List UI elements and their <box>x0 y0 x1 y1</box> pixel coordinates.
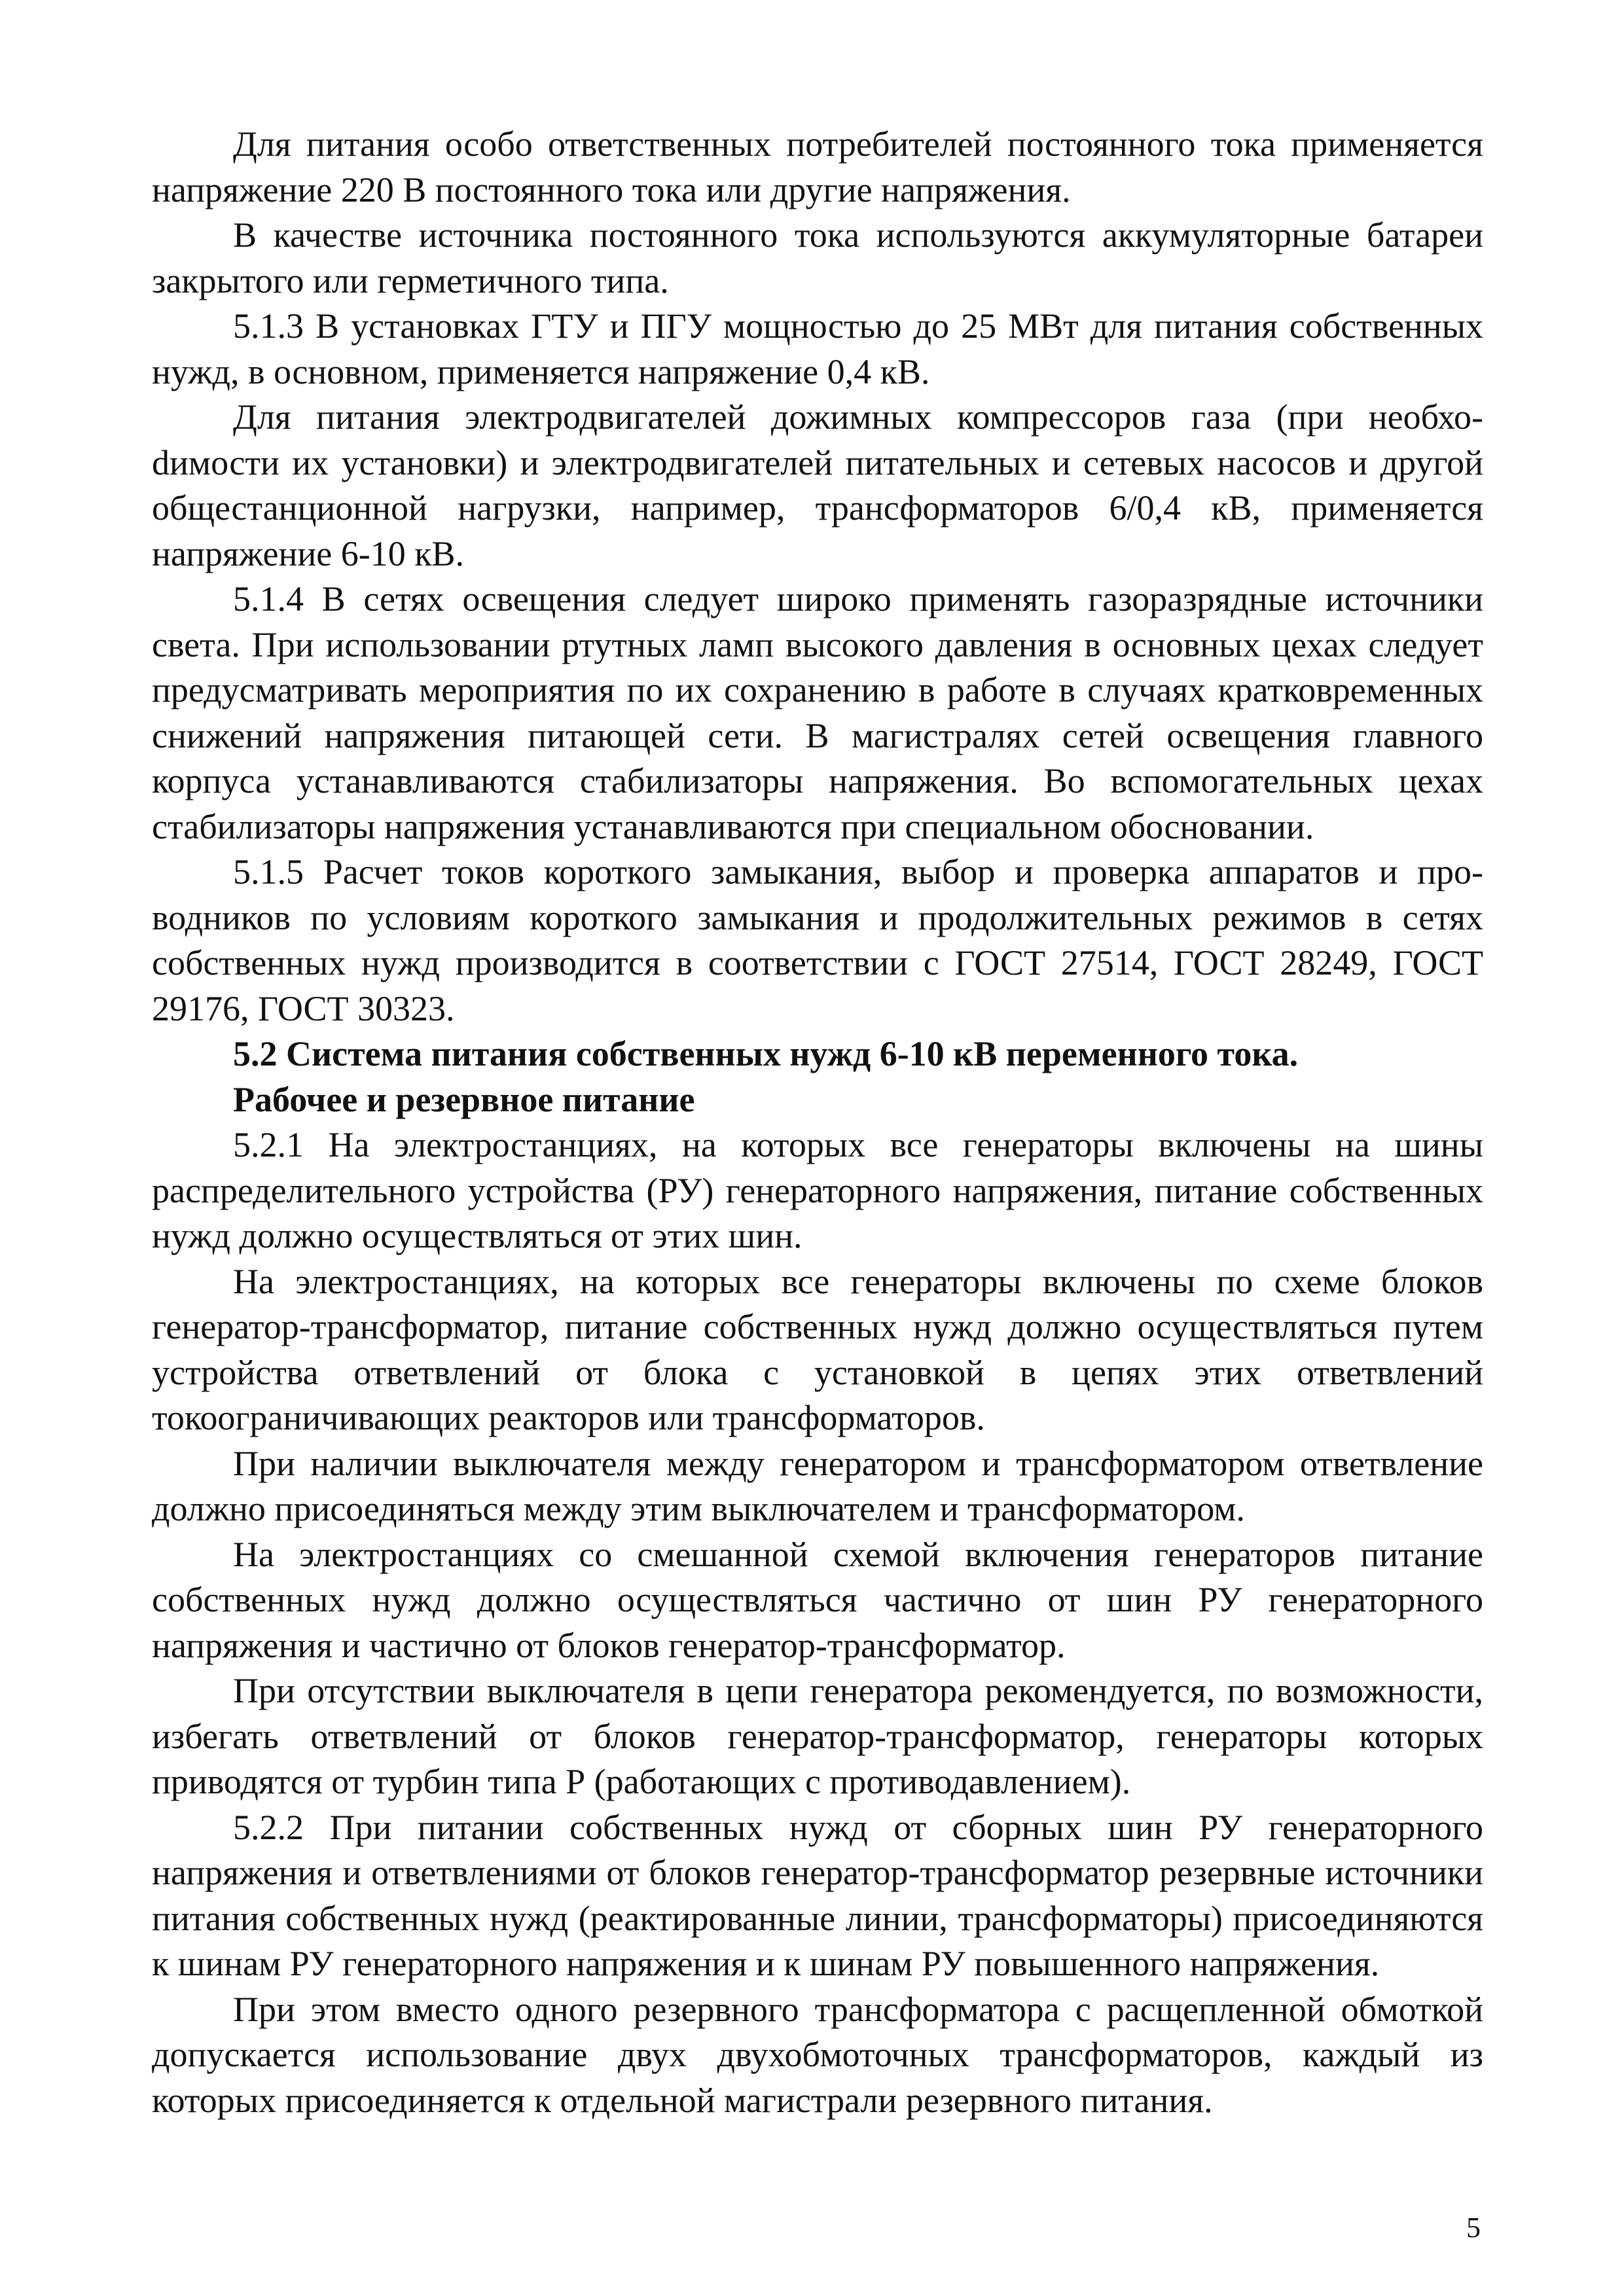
paragraph-split-winding: При этом вместо одного резервного трансформатора с расщепленной обмоткой допускается использование двух двухобмоточных трансформаторов, каждый из которых присоединяется к отдельной магистрали резервного питания. <box>152 1989 1483 2120</box>
paragraph-block-scheme: На электростанциях, на которых все генераторы включены по схеме блоков генератор-трансформатор, питание собственных нужд должно осуществляться путем устройства ответвлений от блока с установкой в цепях этих ответвлений токоограничивающих реакторов или трансформаторов. <box>152 1261 1483 1437</box>
paragraph-5-1-4: 5.1.4 В сетях освещения следует широко применять газоразрядные источники света. При использовании ртутных ламп высокого давления в основных цехах следует предусматривать мероприятия по их сохранению в работе в случаях кратковременных снижений напряжения питающей сети. В магистралях сетей освещения главного корпуса устанавливаются стабилизаторы напряжения. Во вспомогательных цехах стабилизаторы напряжения устанавливаются при специальном обосновании. <box>152 579 1483 846</box>
page-number: 5 <box>1466 2212 1481 2244</box>
paragraph-dc-consumers: Для питания особо ответственных потребителей постоянного тока применяется напряжение 220 В постоянного тока или другие напряжения. <box>152 124 1483 209</box>
paragraph-breaker-branch: При наличии выключателя между генератором и трансформатором ответвление должно присоединяться между этим выключателем и трансформатором. <box>152 1443 1483 1528</box>
paragraph-5-2-1: 5.2.1 На электростанциях, на которых все генераторы включены на шины распределительного устройства (РУ) генераторного напряжения, питание собственных нужд должно осуществляться от этих шин. <box>152 1125 1483 1255</box>
paragraph-dc-source: В качестве источника постоянного тока используются аккумуляторные батареи закрытого или герметичного типа. <box>152 215 1483 300</box>
paragraph-no-breaker: При отсутствии выключателя в цепи генератора рекомендуется, по возможности, избегать ответвлений от блоков генератор-трансформатор, генераторы которых приводятся от турбин типа Р (работающих с противодавлением). <box>152 1671 1483 1801</box>
paragraph-5-1-3: 5.1.3 В установках ГТУ и ПГУ мощностью до 25 МВт для питания собственных нужд, в основном, применяется напряжение 0,4 кВ. <box>152 306 1483 391</box>
section-heading-line-2: Рабочее и резервное питание <box>233 1079 695 1119</box>
paragraph-mixed-scheme: На электростанциях со смешанной схемой включения генераторов питание собственных нужд должно осуществляться частично от шин РУ генераторного напряжения и частично от блоков генератор-трансформатор. <box>152 1534 1483 1665</box>
paragraph-5-1-5: 5.1.5 Расчет токов короткого замыкания, выбор и проверка аппаратов и проводников по условиям короткого замыкания и продолжительных режимов в сетях собственных нужд производится в соответствии с ГОСТ 27514, ГОСТ 28249, ГОСТ 29176, ГОСТ 30323. <box>152 852 1483 1028</box>
paragraph-compressor-motors: Для питания электродвигателей дожимных компрессоров газа (при необхоdимости их установки) и электродвигателей питательных и сетевых насосов и другой общестанционной нагрузки, например, трансформаторов 6/0,4 кВ, применяется напряжение 6-10 кВ. <box>152 397 1483 573</box>
section-heading-line-1: 5.2 Система питания собственных нужд 6-10 кВ переменного тока. <box>233 1034 1299 1073</box>
page-body <box>152 122 1483 2123</box>
paragraph-5-2-2: 5.2.2 При питании собственных нужд от сборных шин РУ генераторного напряжения и ответвлениями от блоков генератор-трансформатор резервные источники питания собственных нужд (реактированные линии, трансформаторы) присоединяются к шинам РУ генераторного напряжения и к шинам РУ повышенного напряжения. <box>152 1807 1483 1983</box>
section-heading-5-2 <box>152 1031 1483 1122</box>
